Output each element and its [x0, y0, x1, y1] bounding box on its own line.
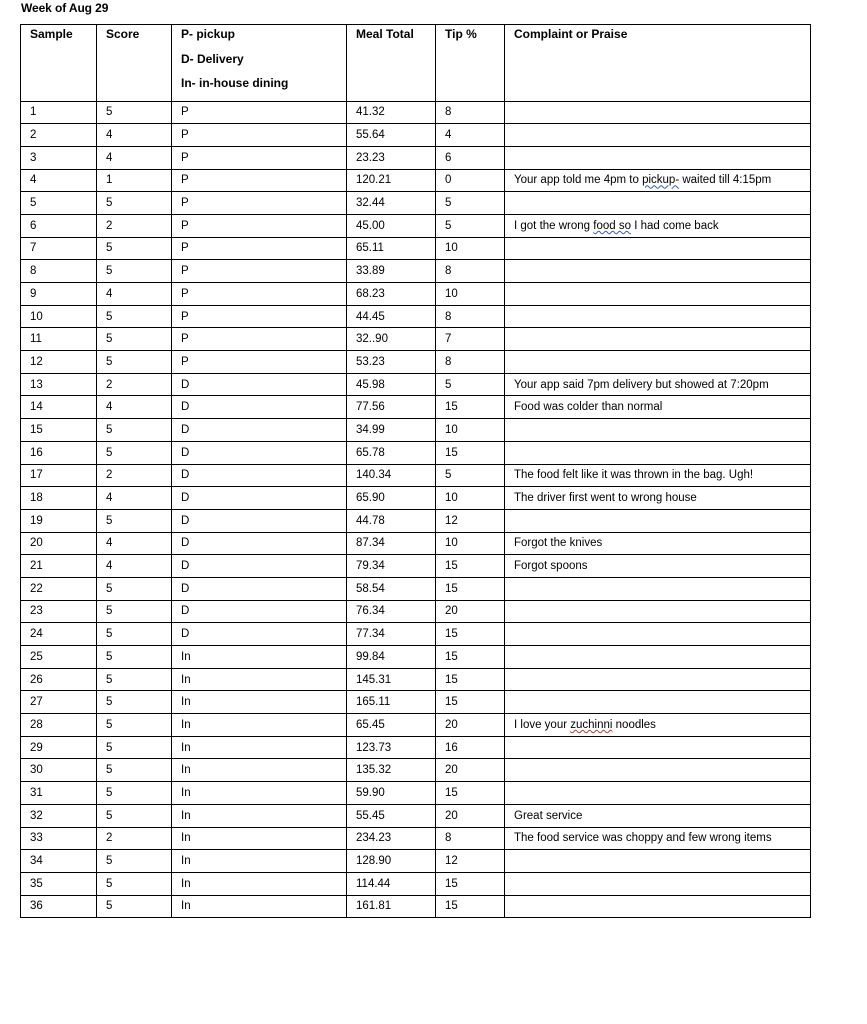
cell-sample: 31	[21, 782, 97, 805]
cell-comment	[505, 646, 811, 669]
cell-order-type: P	[172, 214, 347, 237]
table-row	[21, 464, 811, 487]
cell-score: 5	[97, 237, 172, 260]
cell-sample: 27	[21, 691, 97, 714]
cell-order-type: D	[172, 577, 347, 600]
cell-tip: 15	[436, 646, 505, 669]
cell-meal-total: 77.56	[347, 396, 436, 419]
cell-order-type: P	[172, 192, 347, 215]
cell-score: 5	[97, 850, 172, 873]
cell-sample: 5	[21, 192, 97, 215]
table-row	[21, 532, 811, 555]
cell-sample: 13	[21, 373, 97, 396]
page-title: Week of Aug 29	[21, 1, 109, 15]
cell-score: 4	[97, 555, 172, 578]
cell-meal-total: 65.78	[347, 441, 436, 464]
cell-score: 5	[97, 305, 172, 328]
cell-comment	[505, 668, 811, 691]
cell-sample: 21	[21, 555, 97, 578]
cell-comment: I love your zuchinni noodles	[505, 714, 811, 737]
header-score: Score	[97, 25, 172, 102]
cell-score: 2	[97, 827, 172, 850]
table-row	[21, 373, 811, 396]
table-row	[21, 305, 811, 328]
cell-order-type: D	[172, 532, 347, 555]
cell-comment: Forgot spoons	[505, 555, 811, 578]
cell-meal-total: 99.84	[347, 646, 436, 669]
cell-tip: 15	[436, 623, 505, 646]
cell-meal-total: 32.44	[347, 192, 436, 215]
cell-sample: 4	[21, 169, 97, 192]
header-order-type	[172, 25, 347, 102]
cell-comment	[505, 351, 811, 374]
table-row	[21, 623, 811, 646]
header-tip: Tip %	[436, 25, 505, 102]
cell-meal-total: 161.81	[347, 895, 436, 918]
cell-sample: 14	[21, 396, 97, 419]
cell-comment	[505, 623, 811, 646]
cell-tip: 6	[436, 146, 505, 169]
cell-sample: 2	[21, 124, 97, 147]
cell-meal-total: 65.45	[347, 714, 436, 737]
cell-score: 5	[97, 759, 172, 782]
cell-tip: 15	[436, 555, 505, 578]
cell-order-type: P	[172, 305, 347, 328]
cell-score: 4	[97, 487, 172, 510]
cell-comment	[505, 850, 811, 873]
cell-sample: 17	[21, 464, 97, 487]
table-row	[21, 169, 811, 192]
cell-meal-total: 87.34	[347, 532, 436, 555]
cell-sample: 32	[21, 804, 97, 827]
cell-score: 5	[97, 691, 172, 714]
header-row	[21, 25, 811, 102]
cell-tip: 8	[436, 305, 505, 328]
table-row	[21, 146, 811, 169]
cell-comment	[505, 736, 811, 759]
cell-tip: 8	[436, 351, 505, 374]
cell-meal-total: 23.23	[347, 146, 436, 169]
cell-tip: 8	[436, 827, 505, 850]
cell-tip: 20	[436, 600, 505, 623]
cell-order-type: In	[172, 804, 347, 827]
table-row	[21, 396, 811, 419]
cell-order-type: P	[172, 101, 347, 124]
table-row	[21, 124, 811, 147]
cell-comment	[505, 419, 811, 442]
cell-tip: 5	[436, 192, 505, 215]
cell-score: 2	[97, 373, 172, 396]
cell-meal-total: 53.23	[347, 351, 436, 374]
cell-order-type: P	[172, 283, 347, 306]
header-type-line: P- pickup	[181, 27, 236, 41]
cell-meal-total: 44.78	[347, 509, 436, 532]
cell-order-type: D	[172, 509, 347, 532]
table-row	[21, 214, 811, 237]
header-comment: Complaint or Praise	[505, 25, 811, 102]
cell-comment	[505, 872, 811, 895]
cell-meal-total: 59.90	[347, 782, 436, 805]
cell-comment: Your app said 7pm delivery but showed at 7:20pm	[505, 373, 811, 396]
cell-score: 5	[97, 623, 172, 646]
cell-order-type: P	[172, 146, 347, 169]
cell-order-type: In	[172, 827, 347, 850]
table-row	[21, 714, 811, 737]
cell-tip: 7	[436, 328, 505, 351]
cell-order-type: D	[172, 487, 347, 510]
table-row	[21, 782, 811, 805]
cell-order-type: P	[172, 351, 347, 374]
cell-meal-total: 58.54	[347, 577, 436, 600]
cell-comment	[505, 759, 811, 782]
cell-comment: The driver first went to wrong house	[505, 487, 811, 510]
cell-score: 1	[97, 169, 172, 192]
cell-comment: Your app told me 4pm to pickup- waited till 4:15pm	[505, 169, 811, 192]
cell-comment	[505, 124, 811, 147]
table-row	[21, 487, 811, 510]
cell-sample: 16	[21, 441, 97, 464]
cell-meal-total: 34.99	[347, 419, 436, 442]
cell-score: 5	[97, 419, 172, 442]
cell-order-type: In	[172, 782, 347, 805]
cell-meal-total: 114.44	[347, 872, 436, 895]
cell-order-type: P	[172, 328, 347, 351]
cell-meal-total: 41.32	[347, 101, 436, 124]
cell-order-type: In	[172, 895, 347, 918]
cell-order-type: In	[172, 872, 347, 895]
cell-sample: 33	[21, 827, 97, 850]
cell-score: 5	[97, 804, 172, 827]
header-sample: Sample	[21, 25, 97, 102]
header-type-line: In- in-house dining	[181, 76, 289, 90]
cell-meal-total: 145.31	[347, 668, 436, 691]
cell-meal-total: 33.89	[347, 260, 436, 283]
table-row	[21, 691, 811, 714]
cell-comment	[505, 328, 811, 351]
cell-tip: 16	[436, 736, 505, 759]
table-row	[21, 237, 811, 260]
cell-order-type: D	[172, 373, 347, 396]
cell-sample: 36	[21, 895, 97, 918]
cell-order-type: In	[172, 850, 347, 873]
cell-tip: 15	[436, 441, 505, 464]
cell-comment	[505, 237, 811, 260]
cell-tip: 15	[436, 668, 505, 691]
table-row	[21, 736, 811, 759]
spellcheck-mark: food so	[593, 219, 632, 232]
cell-comment	[505, 782, 811, 805]
cell-order-type: In	[172, 668, 347, 691]
header-meal-total: Meal Total	[347, 25, 436, 102]
cell-comment	[505, 192, 811, 215]
cell-sample: 12	[21, 351, 97, 374]
cell-tip: 5	[436, 464, 505, 487]
cell-score: 4	[97, 124, 172, 147]
cell-order-type: D	[172, 419, 347, 442]
cell-order-type: D	[172, 623, 347, 646]
cell-meal-total: 123.73	[347, 736, 436, 759]
cell-tip: 10	[436, 419, 505, 442]
cell-score: 5	[97, 509, 172, 532]
cell-meal-total: 68.23	[347, 283, 436, 306]
cell-order-type: In	[172, 759, 347, 782]
table-row	[21, 441, 811, 464]
cell-sample: 1	[21, 101, 97, 124]
cell-comment	[505, 305, 811, 328]
cell-score: 5	[97, 351, 172, 374]
cell-score: 2	[97, 464, 172, 487]
cell-comment	[505, 260, 811, 283]
cell-tip: 20	[436, 759, 505, 782]
cell-meal-total: 44.45	[347, 305, 436, 328]
cell-meal-total: 135.32	[347, 759, 436, 782]
cell-order-type: In	[172, 691, 347, 714]
table-row	[21, 600, 811, 623]
cell-tip: 12	[436, 850, 505, 873]
cell-score: 4	[97, 396, 172, 419]
cell-tip: 5	[436, 373, 505, 396]
cell-score: 4	[97, 146, 172, 169]
table-row	[21, 192, 811, 215]
table-row	[21, 555, 811, 578]
cell-tip: 10	[436, 237, 505, 260]
cell-meal-total: 55.64	[347, 124, 436, 147]
cell-meal-total: 120.21	[347, 169, 436, 192]
cell-score: 5	[97, 192, 172, 215]
cell-order-type: D	[172, 441, 347, 464]
cell-tip: 15	[436, 396, 505, 419]
table-row	[21, 260, 811, 283]
cell-comment	[505, 895, 811, 918]
cell-score: 5	[97, 441, 172, 464]
table-row	[21, 668, 811, 691]
cell-sample: 34	[21, 850, 97, 873]
cell-tip: 15	[436, 895, 505, 918]
cell-tip: 15	[436, 872, 505, 895]
cell-sample: 24	[21, 623, 97, 646]
cell-order-type: D	[172, 555, 347, 578]
table-row	[21, 804, 811, 827]
cell-meal-total: 128.90	[347, 850, 436, 873]
spellcheck-mark: zuchinni	[570, 718, 613, 731]
cell-tip: 5	[436, 214, 505, 237]
cell-meal-total: 140.34	[347, 464, 436, 487]
cell-sample: 30	[21, 759, 97, 782]
table-row	[21, 509, 811, 532]
cell-score: 5	[97, 872, 172, 895]
cell-score: 4	[97, 283, 172, 306]
cell-comment	[505, 600, 811, 623]
cell-comment: Forgot the knives	[505, 532, 811, 555]
cell-score: 5	[97, 600, 172, 623]
table-row	[21, 101, 811, 124]
cell-order-type: D	[172, 396, 347, 419]
cell-sample: 35	[21, 872, 97, 895]
table-row	[21, 646, 811, 669]
cell-sample: 11	[21, 328, 97, 351]
table-row	[21, 351, 811, 374]
cell-meal-total: 65.90	[347, 487, 436, 510]
cell-sample: 23	[21, 600, 97, 623]
cell-tip: 8	[436, 101, 505, 124]
table-row	[21, 850, 811, 873]
cell-comment	[505, 146, 811, 169]
cell-comment	[505, 441, 811, 464]
cell-comment: Great service	[505, 804, 811, 827]
cell-order-type: D	[172, 600, 347, 623]
cell-meal-total: 165.11	[347, 691, 436, 714]
spellcheck-mark: pickup-	[642, 174, 680, 187]
cell-sample: 28	[21, 714, 97, 737]
cell-tip: 15	[436, 577, 505, 600]
cell-score: 5	[97, 736, 172, 759]
cell-order-type: In	[172, 714, 347, 737]
cell-comment	[505, 101, 811, 124]
cell-comment	[505, 691, 811, 714]
cell-order-type: P	[172, 237, 347, 260]
cell-order-type: In	[172, 646, 347, 669]
cell-order-type: In	[172, 736, 347, 759]
cell-tip: 10	[436, 283, 505, 306]
cell-meal-total: 234.23	[347, 827, 436, 850]
cell-sample: 18	[21, 487, 97, 510]
table-row	[21, 577, 811, 600]
cell-score: 5	[97, 714, 172, 737]
cell-score: 5	[97, 646, 172, 669]
header-type-line: D- Delivery	[181, 51, 244, 66]
cell-meal-total: 77.34	[347, 623, 436, 646]
cell-sample: 7	[21, 237, 97, 260]
table-row	[21, 419, 811, 442]
cell-tip: 15	[436, 782, 505, 805]
cell-score: 4	[97, 532, 172, 555]
cell-comment	[505, 509, 811, 532]
cell-sample: 9	[21, 283, 97, 306]
cell-meal-total: 55.45	[347, 804, 436, 827]
cell-meal-total: 76.34	[347, 600, 436, 623]
cell-tip: 20	[436, 714, 505, 737]
cell-sample: 29	[21, 736, 97, 759]
cell-tip: 10	[436, 487, 505, 510]
cell-sample: 22	[21, 577, 97, 600]
cell-comment: The food service was choppy and few wrong items	[505, 827, 811, 850]
cell-sample: 8	[21, 260, 97, 283]
cell-comment	[505, 283, 811, 306]
cell-meal-total: 79.34	[347, 555, 436, 578]
table-row	[21, 895, 811, 918]
cell-sample: 19	[21, 509, 97, 532]
cell-comment	[505, 577, 811, 600]
cell-score: 5	[97, 577, 172, 600]
cell-sample: 25	[21, 646, 97, 669]
cell-score: 5	[97, 260, 172, 283]
table-row	[21, 827, 811, 850]
cell-sample: 6	[21, 214, 97, 237]
cell-tip: 12	[436, 509, 505, 532]
cell-tip: 15	[436, 691, 505, 714]
cell-order-type: P	[172, 169, 347, 192]
cell-meal-total: 45.98	[347, 373, 436, 396]
cell-tip: 0	[436, 169, 505, 192]
cell-score: 5	[97, 895, 172, 918]
cell-sample: 26	[21, 668, 97, 691]
cell-tip: 4	[436, 124, 505, 147]
cell-meal-total: 65.11	[347, 237, 436, 260]
cell-score: 5	[97, 668, 172, 691]
cell-tip: 20	[436, 804, 505, 827]
cell-order-type: P	[172, 124, 347, 147]
cell-order-type: D	[172, 464, 347, 487]
table-row	[21, 759, 811, 782]
table-row	[21, 283, 811, 306]
cell-meal-total: 32..90	[347, 328, 436, 351]
cell-score: 5	[97, 101, 172, 124]
cell-sample: 10	[21, 305, 97, 328]
cell-score: 5	[97, 328, 172, 351]
cell-comment: Food was colder than normal	[505, 396, 811, 419]
cell-comment: I got the wrong food so I had come back	[505, 214, 811, 237]
cell-score: 5	[97, 782, 172, 805]
table-row	[21, 872, 811, 895]
table-row	[21, 328, 811, 351]
cell-tip: 8	[436, 260, 505, 283]
cell-sample: 20	[21, 532, 97, 555]
cell-order-type: P	[172, 260, 347, 283]
cell-comment: The food felt like it was thrown in the bag. Ugh!	[505, 464, 811, 487]
cell-score: 2	[97, 214, 172, 237]
cell-sample: 15	[21, 419, 97, 442]
cell-meal-total: 45.00	[347, 214, 436, 237]
cell-tip: 10	[436, 532, 505, 555]
survey-table	[20, 24, 811, 918]
cell-sample: 3	[21, 146, 97, 169]
